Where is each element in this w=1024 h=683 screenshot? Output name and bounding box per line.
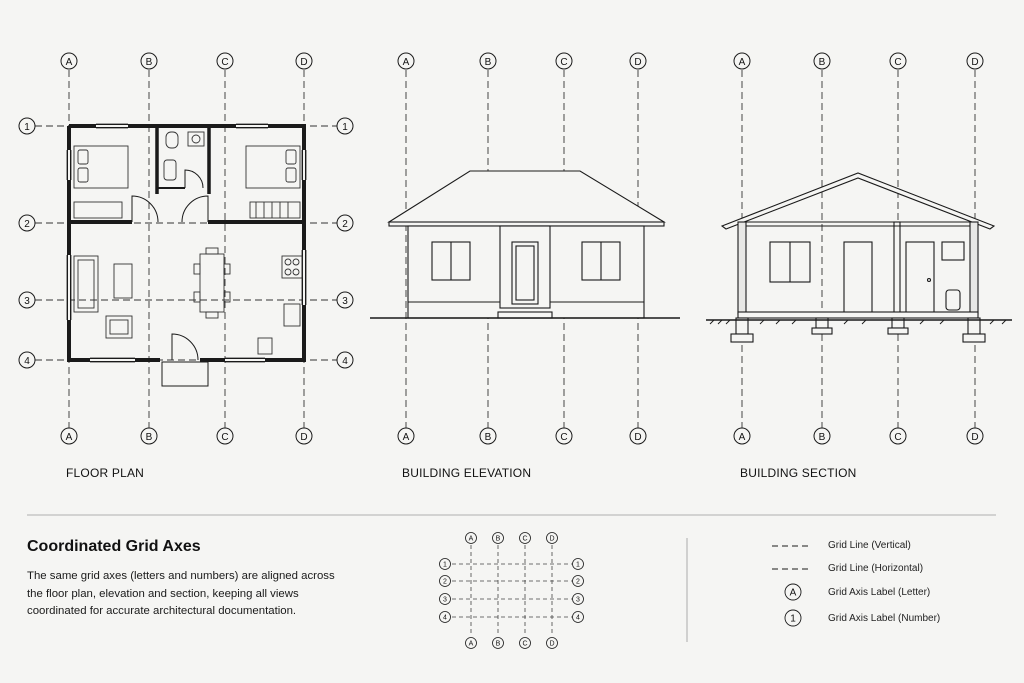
view-title-floor-plan: FLOOR PLAN — [66, 466, 145, 480]
grid-label-a: A — [738, 432, 746, 443]
grid-label-d: D — [634, 57, 642, 68]
floor-plan-windows — [69, 126, 304, 360]
grid-label-a: A — [402, 432, 410, 443]
legend-label-axis-letter: Grid Axis Label (Letter) — [828, 587, 931, 598]
grid-label-3: 3 — [443, 596, 447, 604]
grid-label-c: C — [522, 535, 528, 543]
grid-label-b: B — [818, 432, 826, 443]
floor-plan-furniture — [74, 132, 302, 354]
floor-plan-window-frames — [67, 124, 306, 362]
grid-label-d: D — [300, 57, 308, 68]
grid-label-3: 3 — [576, 596, 580, 604]
section-ground — [706, 320, 1012, 324]
legend-letter-symbol: A — [789, 587, 797, 599]
floor-plan-doors — [132, 170, 208, 386]
grid-label-a: A — [468, 535, 474, 543]
grid-label-1: 1 — [443, 561, 447, 569]
grid-label-b: B — [495, 640, 501, 648]
grid-label-b: B — [818, 57, 826, 68]
grid-label-a: A — [402, 57, 410, 68]
elevation-building — [389, 171, 664, 318]
grid-label-4: 4 — [342, 356, 348, 367]
grid-label-b: B — [484, 57, 492, 68]
grid-label-c: C — [221, 57, 229, 68]
grid-label-2: 2 — [342, 219, 348, 230]
grid-label-b: B — [495, 535, 501, 543]
grid-label-a: A — [468, 640, 474, 648]
grid-label-d: D — [549, 535, 555, 543]
mini-grid-diagram — [440, 533, 584, 649]
grid-label-2: 2 — [443, 578, 447, 586]
grid-label-d: D — [549, 640, 555, 648]
grid-label-1: 1 — [576, 561, 580, 569]
grid-label-d: D — [971, 57, 979, 68]
floor-plan-walls — [69, 126, 304, 360]
legend-label-grid-line-horizontal: Grid Line (Horizontal) — [828, 563, 924, 574]
grid-label-a: A — [738, 57, 746, 68]
grid-label-c: C — [560, 57, 568, 68]
grid-label-3: 3 — [24, 296, 30, 307]
grid-label-c: C — [894, 57, 902, 68]
grid-label-c: C — [522, 640, 528, 648]
section-view — [706, 53, 1012, 444]
legend-number-symbol: 1 — [790, 613, 796, 625]
info-title: Coordinated Grid Axes — [27, 538, 201, 555]
grid-label-4: 4 — [443, 614, 447, 622]
grid-label-d: D — [300, 432, 308, 443]
floor-plan-grid-lines — [35, 70, 337, 428]
grid-label-1: 1 — [342, 122, 348, 133]
view-title-section: BUILDING SECTION — [740, 466, 857, 480]
elevation-view — [370, 53, 680, 444]
grid-label-c: C — [560, 432, 568, 443]
grid-label-b: B — [145, 57, 153, 68]
grid-label-d: D — [971, 432, 979, 443]
grid-label-1: 1 — [24, 122, 30, 133]
grid-label-a: A — [65, 432, 73, 443]
grid-label-4: 4 — [24, 356, 30, 367]
view-title-elevation: BUILDING ELEVATION — [402, 466, 532, 480]
info-description: The same grid axes (letters and numbers) are aligned across the floor plan, elevation and section, keeping all views coordinated for accurate architectural documentation. — [27, 570, 335, 617]
grid-label-4: 4 — [576, 614, 580, 622]
grid-label-2: 2 — [24, 219, 30, 230]
legend-label-axis-number: Grid Axis Label (Number) — [828, 613, 941, 624]
section-building — [722, 173, 994, 342]
grid-label-c: C — [894, 432, 902, 443]
grid-label-c: C — [221, 432, 229, 443]
grid-label-2: 2 — [576, 578, 580, 586]
floor-plan-letter-labels — [61, 53, 312, 444]
floor-plan-view — [19, 53, 353, 444]
grid-label-d: D — [634, 432, 642, 443]
grid-label-3: 3 — [342, 296, 348, 307]
grid-label-a: A — [65, 57, 73, 68]
legend-label-grid-line-vertical: Grid Line (Vertical) — [828, 540, 911, 551]
grid-label-b: B — [145, 432, 153, 443]
grid-label-b: B — [484, 432, 492, 443]
